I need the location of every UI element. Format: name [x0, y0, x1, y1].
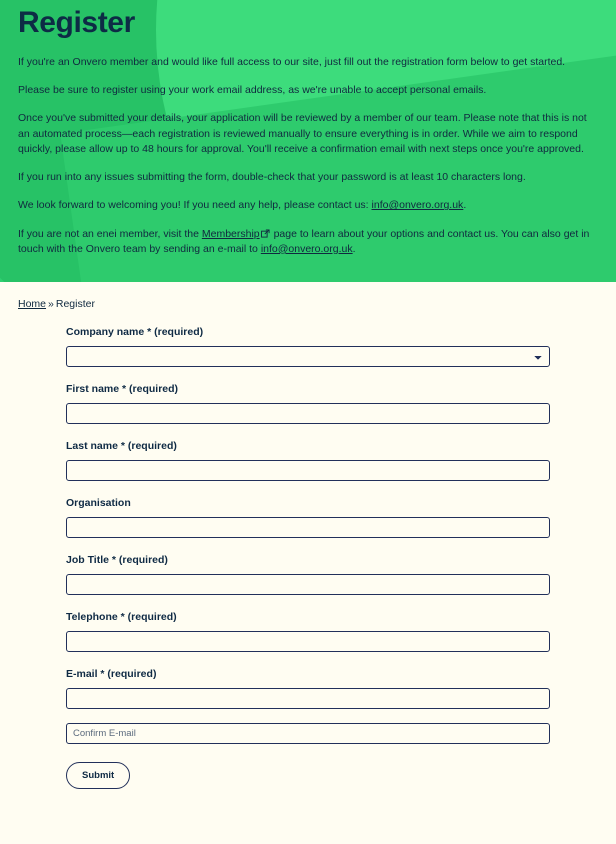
- hero-nonmember-period: .: [352, 242, 356, 255]
- registration-form: [0, 310, 616, 789]
- hero-help-line: [18, 198, 598, 213]
- breadcrumb: [0, 282, 616, 310]
- telephone-input[interactable]: [66, 631, 550, 652]
- onvero-team-email-link[interactable]: info@onvero.org.uk: [260, 242, 353, 255]
- label-organisation: Organisation: [66, 497, 131, 509]
- hero-paragraph-3: Once you've submitted your details, your application will be reviewed by a member of our team. Please note that this is not an automated process—each registration is reviewed manually to ensure everything is in order. While we aim to respond quickly, please allow up to 48 hours for approval. You'll receive a confirmation email with next steps once you're approved.: [18, 112, 587, 155]
- label-last-name: Last name * (required): [66, 440, 177, 452]
- membership-link[interactable]: Membership: [201, 227, 260, 240]
- field-email: [66, 668, 550, 709]
- breadcrumb-current: Register: [55, 298, 95, 310]
- label-email: E-mail * (required): [66, 668, 157, 680]
- label-job-title: Job Title * (required): [66, 554, 168, 566]
- breadcrumb-separator: »: [48, 298, 54, 310]
- field-job-title: [66, 554, 550, 595]
- hero-paragraph-4: If you run into any issues submitting the form, double-check that your password is at least 10 characters long.: [18, 171, 526, 184]
- field-last-name: [66, 440, 550, 481]
- job-title-input[interactable]: [66, 574, 550, 595]
- field-company-name: [66, 326, 550, 367]
- field-first-name: [66, 383, 550, 424]
- company-name-select[interactable]: [66, 346, 550, 367]
- hero-help-period: .: [463, 199, 467, 212]
- hero-paragraph-2: Please be sure to register using your work email address, as we're unable to accept personal emails.: [18, 84, 487, 97]
- last-name-input[interactable]: [66, 460, 550, 481]
- breadcrumb-home-link[interactable]: Home: [18, 298, 47, 310]
- field-telephone: [66, 611, 550, 652]
- page-title: Register: [18, 6, 135, 39]
- external-link-icon: [261, 229, 270, 238]
- hero-help-text: We look forward to welcoming you! If you need any help, please contact us:: [18, 199, 369, 212]
- hero-nonmember-middle: page to learn about your options and contact us. You can also get in touch with the Onvero team by sending an e-mail to: [18, 227, 590, 255]
- email-input[interactable]: [66, 688, 550, 709]
- field-confirm-email: [66, 723, 550, 744]
- submit-button[interactable]: Submit: [66, 762, 130, 789]
- label-first-name: First name * (required): [66, 383, 179, 395]
- confirm-email-input[interactable]: [66, 723, 550, 744]
- first-name-input[interactable]: [66, 403, 550, 424]
- label-telephone: Telephone * (required): [66, 611, 177, 623]
- organisation-input[interactable]: [66, 517, 550, 538]
- hero-nonmember-prefix: If you are not an enei member, visit the: [18, 227, 199, 240]
- field-organisation: [66, 497, 550, 538]
- label-company-name: Company name * (required): [66, 326, 204, 338]
- contact-email-link[interactable]: info@onvero.org.uk: [371, 199, 464, 212]
- hero-paragraph-1: If you're an Onvero member and would like full access to our site, just fill out the registration form below to get started.: [18, 56, 566, 68]
- hero-banner: [0, 0, 616, 282]
- hero-nonmember-line: [18, 227, 598, 257]
